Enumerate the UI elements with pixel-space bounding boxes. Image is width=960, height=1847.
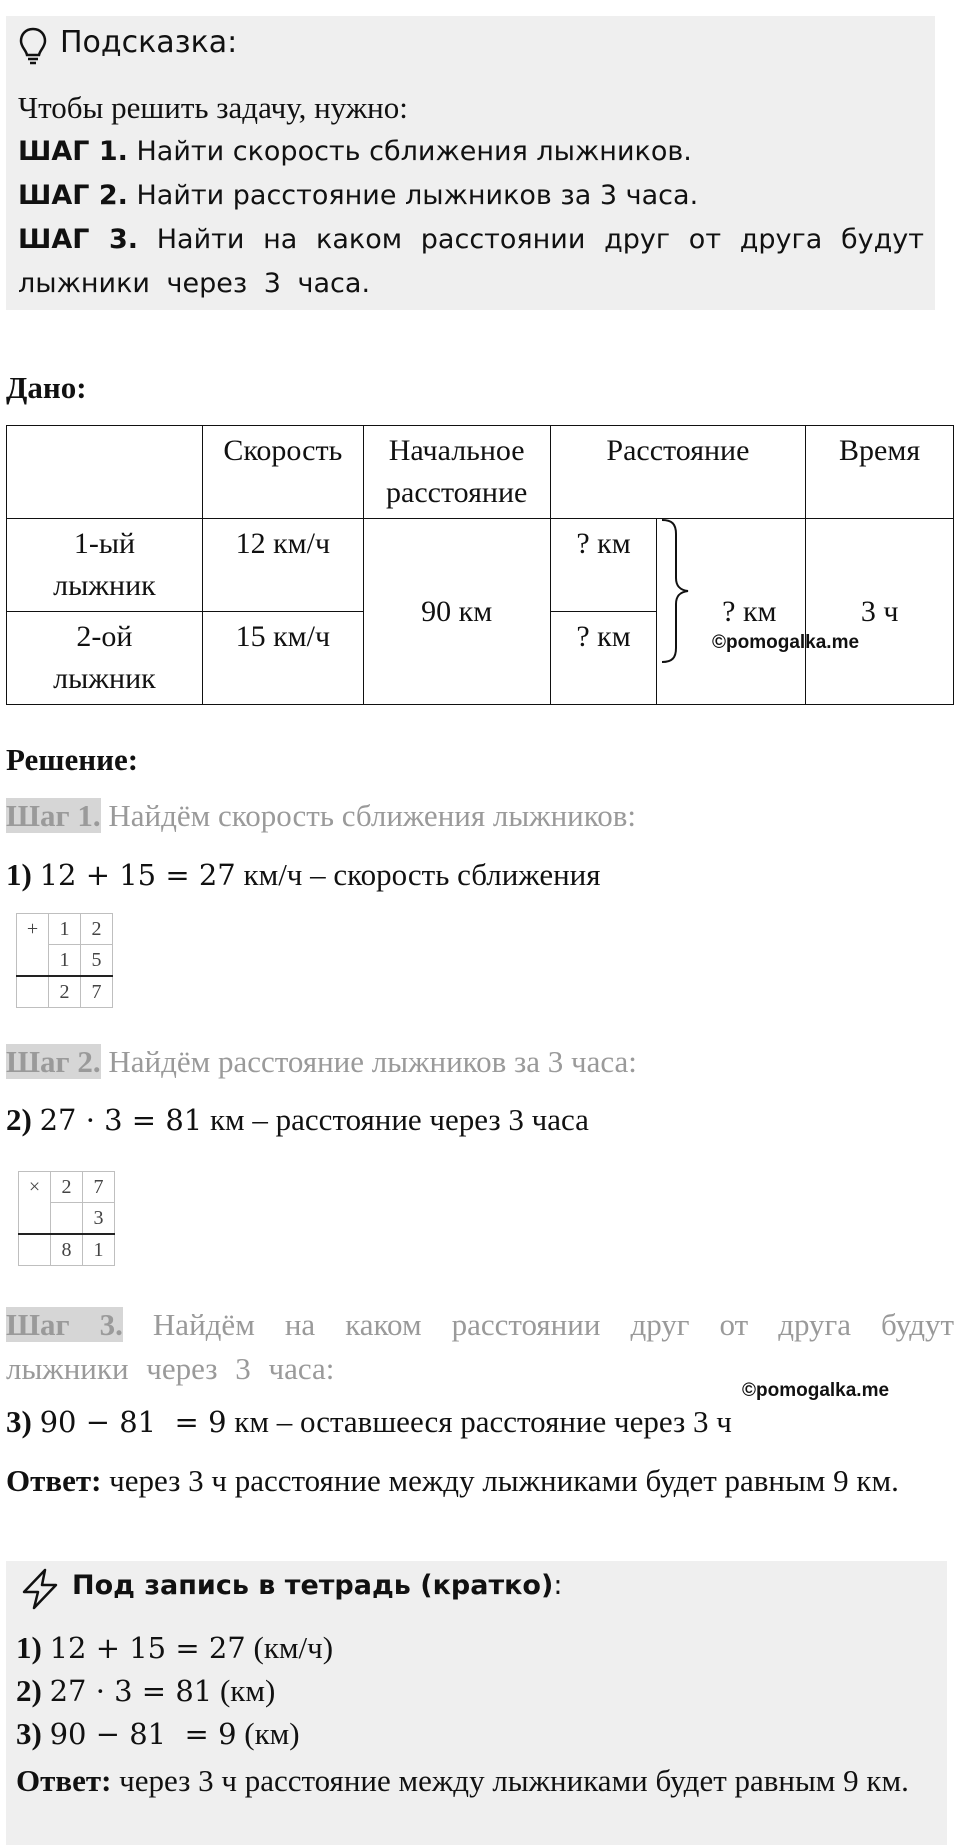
- calc-cell: 7: [83, 1172, 115, 1203]
- step-2-heading-text: Найдём расстояние лыжников за 3 часа:: [108, 1044, 637, 1079]
- step-1-label: Шаг 1.: [6, 798, 101, 833]
- times-sign: ×: [19, 1172, 51, 1203]
- notebook-title: Под запись в тетрадь (кратко):: [72, 1570, 563, 1601]
- skier-2-distance: ? км: [550, 612, 657, 705]
- notebook-line-3: 3) 90 − 81 = 9 (км): [16, 1716, 300, 1751]
- hint-step-2-label: ШАГ 2.: [18, 180, 128, 211]
- calc-cell: [51, 1203, 83, 1235]
- skier-1-name: 1-ый лыжник: [7, 519, 203, 612]
- skier-2-speed: 15 км/ч: [202, 612, 363, 705]
- calc-cell: 5: [81, 945, 113, 977]
- plus-sign: +: [17, 914, 49, 945]
- calc-cell: 1: [49, 914, 81, 945]
- notebook-line-1: 1) 12 + 15 = 27 (км/ч): [16, 1630, 334, 1665]
- step-3-text: км – оставшееся расстояние через 3 ч: [226, 1404, 732, 1439]
- skier-1-distance: ? км: [550, 519, 657, 612]
- brace-icon: [658, 518, 694, 664]
- calc-cell: 7: [81, 976, 113, 1008]
- total-distance-value: ? км: [722, 594, 777, 628]
- header-speed: Скорость: [202, 426, 363, 519]
- header-time: Время: [806, 426, 954, 519]
- lightning-icon: [18, 1567, 62, 1611]
- calc-cell: 8: [51, 1234, 83, 1266]
- watermark-table: ©pomogalka.me: [712, 632, 860, 653]
- step-1-text: км/ч – скорость сближения: [235, 857, 601, 892]
- header-initial-distance: Начальное расстояние: [363, 426, 550, 519]
- calc-cell: 2: [49, 976, 81, 1008]
- lightbulb-icon: [18, 26, 48, 66]
- header-empty: [7, 426, 203, 519]
- step-2-text: км – расстояние через 3 часа: [202, 1102, 589, 1137]
- given-table: [6, 425, 954, 705]
- answer-text: через 3 ч расстояние между лыжниками будет равным 9 км.: [109, 1463, 899, 1498]
- hint-intro: Чтобы решить задачу, нужно:: [18, 90, 408, 125]
- hint-step-3-text: Найти на каком расстоянии друг от друга будут лыжники через 3 часа.: [18, 224, 924, 299]
- hint-step-2-text: Найти расстояние лыжников за 3 часа.: [136, 180, 699, 211]
- notebook-title-text: Под запись в тетрадь (кратко): [72, 1570, 554, 1601]
- step-3-expr: 90 − 81 = 9: [39, 1405, 227, 1439]
- watermark-solution: ©pomogalka.me: [742, 1380, 890, 1401]
- step-3-num: 3): [6, 1404, 32, 1439]
- addition-column-calc: [16, 913, 113, 1008]
- step-2-label: Шаг 2.: [6, 1044, 101, 1079]
- initial-distance-value: 90 км: [363, 519, 550, 705]
- table-row: [7, 519, 954, 612]
- step-3-label: Шаг 3.: [6, 1307, 123, 1342]
- calc-cell: 3: [83, 1203, 115, 1235]
- step-1-heading: [6, 798, 954, 834]
- step-3-heading: [6, 1303, 954, 1391]
- hint-step-2: [18, 174, 924, 218]
- calc-cell: 1: [83, 1234, 115, 1266]
- calc-cell: 1: [49, 945, 81, 977]
- skier-2-name: 2-ой лыжник: [7, 612, 203, 705]
- notebook-answer: [16, 1760, 941, 1802]
- calc-cell: 2: [51, 1172, 83, 1203]
- time-value: 3 ч: [806, 519, 954, 705]
- step-2-heading: [6, 1044, 954, 1080]
- step-1-num: 1): [6, 857, 32, 892]
- step-2-num: 2): [6, 1102, 32, 1137]
- step-3-line: [6, 1404, 732, 1440]
- notebook-answer-text: через 3 ч расстояние между лыжниками будет равным 9 км.: [119, 1763, 909, 1798]
- hint-step-1-text: Найти скорость сближения лыжников.: [136, 136, 692, 167]
- step-2-line: [6, 1102, 589, 1138]
- given-title: Дано:: [6, 370, 87, 405]
- calc-cell: 2: [81, 914, 113, 945]
- solution-title: Решение:: [6, 742, 139, 777]
- hint-step-1-label: ШАГ 1.: [18, 136, 128, 167]
- step-1-expr: 12 + 15 = 27: [39, 858, 236, 892]
- step-1-line: [6, 857, 601, 893]
- hint-step-3-label: ШАГ 3.: [18, 224, 139, 255]
- step-2-expr: 27 · 3 = 81: [39, 1103, 203, 1137]
- notebook-line-2: 2) 27 · 3 = 81 (км): [16, 1673, 276, 1708]
- header-distance: Расстояние: [550, 426, 806, 519]
- given-header-row: [7, 426, 954, 519]
- step-1-heading-text: Найдём скорость сближения лыжников:: [108, 798, 637, 833]
- answer: [6, 1460, 954, 1502]
- answer-label: Ответ:: [6, 1463, 102, 1498]
- step-3-heading-text: Найдём на каком расстоянии друг от друга будут лыжники через 3 часа:: [6, 1307, 955, 1386]
- hint-step-3: [18, 218, 924, 306]
- hint-title: Подсказка:: [60, 25, 238, 60]
- skier-1-speed: 12 км/ч: [202, 519, 363, 612]
- multiplication-column-calc: [18, 1171, 115, 1266]
- notebook-answer-label: Ответ:: [16, 1763, 112, 1798]
- hint-step-1: [18, 130, 924, 174]
